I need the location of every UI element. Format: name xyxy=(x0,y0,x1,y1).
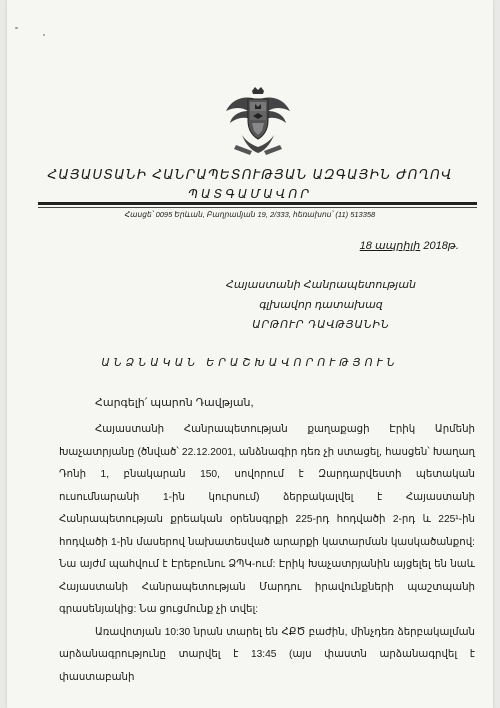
header-address: Հասցե՝ 0095 Երևան, Բաղրամյան 19, 2/333, հեռախոս՝ (11) 513358 xyxy=(124,210,376,219)
recipient-name: ԱՐԹՈՒՐ ԴԱՎԹՅԱՆԻՆ xyxy=(252,319,390,331)
letter-body xyxy=(59,419,475,689)
date-year: 2018թ. xyxy=(420,240,459,252)
recipient-line-1: Հայաստանի Հանրապետության xyxy=(225,279,417,291)
letter-date xyxy=(360,239,459,252)
parliament-title: ՀԱՅԱՍՏԱՆԻ ՀԱՆՐԱՊԵՏՈՒԹՅԱՆ ԱԶԳԱՅԻՆ ԺՈՂՈՎ xyxy=(47,167,453,182)
letter-heading: ԱՆՁՆԱԿԱՆ ԵՐԱՇԽԱՎՈՐՈՒԹՅՈՒՆ xyxy=(101,357,399,369)
header-rule-thin xyxy=(38,207,477,208)
deputy-title: ՊԱՏԳԱՄԱՎՈՐ xyxy=(187,187,313,201)
header-rule-thick xyxy=(38,202,477,205)
letter-page xyxy=(7,0,493,708)
body-paragraph: Հայաստանի Հանրապետության քաղաքացի Էրիկ Արմենի Խաչատրյանը (ծնված՝ 22.12.2001, անձնագիր դեռ չի ստացել, հասցեն՝ Խաղաղ Դոնի 1, բնակարան 150, սովորում է Զարդարվեստի պետական ուսումնարանի 1-ին կուրսում) ձերբակալվել է Հայաստանի Հանրապետության քրեական օրենսգրքի 225-րդ հոդվածի 2-րդ և 225¹-ին հոդվածի 1-ին մասերով նախատեսված արարքի կատարման կասկածանքով: Նա այժմ պահվում է Էրեբունու ՁՊԿ-ում: Էրիկ Խաչատրյանին այցելել են նաև Հայաստանի Հանրապետության Մարդու իրավունքների պաշտպանի գրասենյակից: Նա ցուցմունք չի տվել: xyxy=(59,424,475,615)
date-day-month: 18 ապրիլի xyxy=(359,240,421,252)
body-paragraph: Առավոտյան 10:30 նրան տարել են ՀՔԾ բաժին, մինչդեռ ձերբակալման արձանագրությունը տարվել է 13:45 (այս փաստն արձանագրվել է փաստաբանի xyxy=(59,626,475,683)
armenian-coat-of-arms-icon xyxy=(222,85,294,157)
letter-greeting: Հարգելի՛ պարոն Դավթյան, xyxy=(95,397,254,409)
recipient-line-2: գլխավոր դատախազ xyxy=(259,299,383,311)
